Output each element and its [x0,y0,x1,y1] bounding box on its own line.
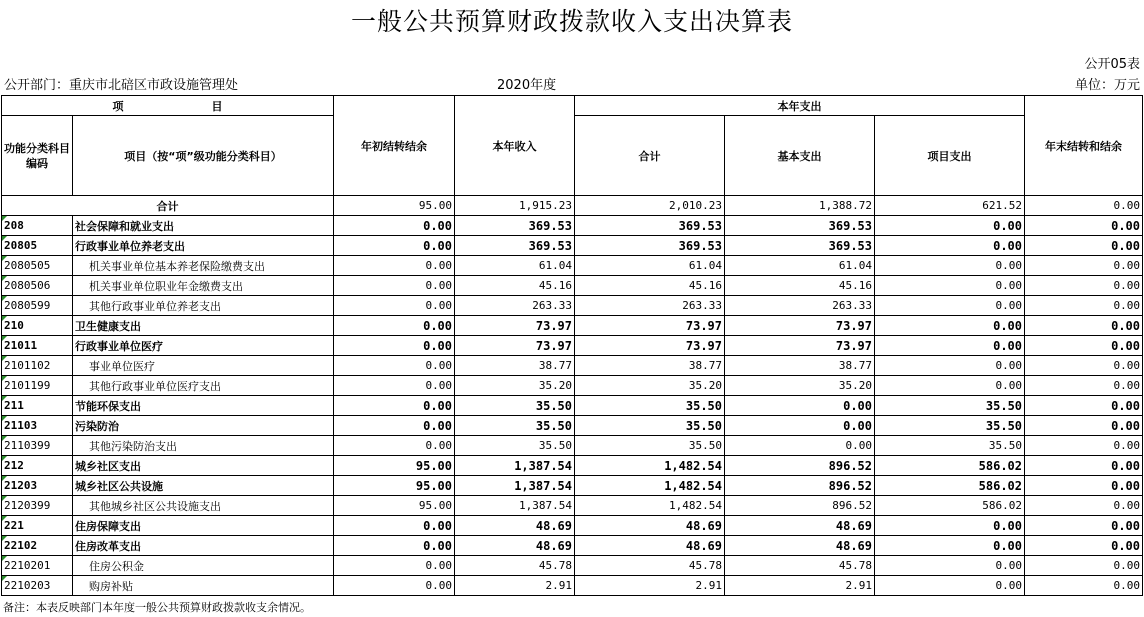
row-name: 住房改革支出 [73,536,334,556]
row-project: 0.00 [875,216,1025,236]
total-project: 621.52 [875,196,1025,216]
row-income: 35.50 [455,436,575,456]
table-row [2,536,1143,556]
table-row [2,296,1143,316]
row-begin: 0.00 [334,256,455,276]
row-begin: 0.00 [334,236,455,256]
row-begin: 0.00 [334,556,455,576]
row-name: 城乡社区公共设施 [73,476,334,496]
row-income: 61.04 [455,256,575,276]
row-total: 263.33 [575,296,725,316]
row-basic: 896.52 [725,476,875,496]
table-row [2,316,1143,336]
row-income: 369.53 [455,216,575,236]
row-income: 45.16 [455,276,575,296]
total-basic: 1,388.72 [725,196,875,216]
row-name: 行政事业单位医疗 [73,336,334,356]
row-code: 2120399 [2,496,73,516]
row-name: 其他污染防治支出 [73,436,334,456]
row-end: 0.00 [1025,576,1143,596]
row-total: 61.04 [575,256,725,276]
row-end: 0.00 [1025,296,1143,316]
department-label: 公开部门：重庆市北碚区市政设施管理处 [4,78,239,93]
row-begin: 95.00 [334,496,455,516]
row-end: 0.00 [1025,236,1143,256]
total-expense: 2,010.23 [575,196,725,216]
row-code: 2080599 [2,296,73,316]
row-basic: 0.00 [725,416,875,436]
table-row [2,456,1143,476]
row-income: 1,387.54 [455,496,575,516]
row-begin: 0.00 [334,396,455,416]
row-end: 0.00 [1025,516,1143,536]
row-name: 其他行政事业单位养老支出 [73,296,334,316]
row-code: 22102 [2,536,73,556]
row-end: 0.00 [1025,436,1143,456]
row-code: 2080505 [2,256,73,276]
row-name: 社会保障和就业支出 [73,216,334,236]
total-end: 0.00 [1025,196,1143,216]
header-expense-group: 本年支出 [575,96,1025,116]
row-code: 212 [2,456,73,476]
row-end: 0.00 [1025,476,1143,496]
row-begin: 0.00 [334,296,455,316]
row-name: 机关事业单位基本养老保险缴费支出 [73,256,334,276]
row-begin: 0.00 [334,516,455,536]
row-total: 369.53 [575,216,725,236]
row-basic: 263.33 [725,296,875,316]
row-income: 1,387.54 [455,456,575,476]
row-project: 586.02 [875,456,1025,476]
row-end: 0.00 [1025,396,1143,416]
header-income: 本年收入 [455,96,575,196]
row-basic: 2.91 [725,576,875,596]
row-income: 35.50 [455,416,575,436]
row-total: 369.53 [575,236,725,256]
row-begin: 95.00 [334,476,455,496]
row-code: 20805 [2,236,73,256]
header-end-balance: 年末结转和结余 [1025,96,1143,196]
row-total: 1,482.54 [575,496,725,516]
row-project: 0.00 [875,556,1025,576]
row-end: 0.00 [1025,496,1143,516]
row-project: 0.00 [875,576,1025,596]
row-project: 0.00 [875,256,1025,276]
header-begin-balance: 年初结转结余 [334,96,455,196]
row-total: 48.69 [575,536,725,556]
table-row [2,476,1143,496]
row-code: 21203 [2,476,73,496]
row-project: 0.00 [875,336,1025,356]
row-total: 45.16 [575,276,725,296]
form-number: 公开05表 [1084,57,1140,72]
row-begin: 0.00 [334,376,455,396]
row-begin: 0.00 [334,316,455,336]
row-total: 35.20 [575,376,725,396]
row-name: 机关事业单位职业年金缴费支出 [73,276,334,296]
unit-label: 单位：万元 [1074,78,1140,93]
total-begin: 95.00 [334,196,455,216]
row-code: 2101199 [2,376,73,396]
row-code: 2210203 [2,576,73,596]
row-project: 0.00 [875,356,1025,376]
table-row [2,496,1143,516]
row-begin: 0.00 [334,576,455,596]
row-income: 48.69 [455,516,575,536]
row-begin: 0.00 [334,216,455,236]
row-end: 0.00 [1025,276,1143,296]
table-row [2,276,1143,296]
row-end: 0.00 [1025,336,1143,356]
row-project: 35.50 [875,436,1025,456]
row-code: 2110399 [2,436,73,456]
row-name: 其他行政事业单位医疗支出 [73,376,334,396]
table-row [2,216,1143,236]
row-income: 38.77 [455,356,575,376]
row-project: 0.00 [875,376,1025,396]
table-row [2,336,1143,356]
row-name: 购房补贴 [73,576,334,596]
row-basic: 45.16 [725,276,875,296]
row-income: 1,387.54 [455,476,575,496]
footnote: 备注：本表反映部门本年度一般公共预算财政拨款收支余情况。 [3,601,311,614]
row-project: 35.50 [875,416,1025,436]
row-name: 污染防治 [73,416,334,436]
row-project: 0.00 [875,276,1025,296]
row-begin: 0.00 [334,416,455,436]
row-name: 住房公积金 [73,556,334,576]
row-income: 73.97 [455,336,575,356]
row-income: 2.91 [455,576,575,596]
row-code: 21011 [2,336,73,356]
row-basic: 0.00 [725,436,875,456]
row-total: 1,482.54 [575,456,725,476]
row-basic: 369.53 [725,236,875,256]
header-total: 合计 [575,116,725,196]
row-basic: 369.53 [725,216,875,236]
row-begin: 95.00 [334,456,455,476]
row-project: 0.00 [875,516,1025,536]
row-total: 73.97 [575,316,725,336]
row-income: 73.97 [455,316,575,336]
row-total: 45.78 [575,556,725,576]
header-basic: 基本支出 [725,116,875,196]
header-code: 功能分类科目编码 [2,116,73,196]
total-label: 合计 [2,196,334,216]
row-name: 住房保障支出 [73,516,334,536]
row-basic: 0.00 [725,396,875,416]
row-project: 0.00 [875,536,1025,556]
budget-table [1,95,1143,596]
table-row [2,576,1143,596]
row-end: 0.00 [1025,556,1143,576]
row-income: 35.50 [455,396,575,416]
row-basic: 48.69 [725,536,875,556]
table-row [2,376,1143,396]
table-row [2,416,1143,436]
row-basic: 73.97 [725,316,875,336]
row-end: 0.00 [1025,356,1143,376]
row-code: 2210201 [2,556,73,576]
table-row [2,396,1143,416]
row-project: 586.02 [875,496,1025,516]
row-code: 221 [2,516,73,536]
row-project: 0.00 [875,296,1025,316]
row-income: 48.69 [455,536,575,556]
row-name: 节能环保支出 [73,396,334,416]
row-income: 369.53 [455,236,575,256]
row-end: 0.00 [1025,376,1143,396]
row-code: 211 [2,396,73,416]
row-begin: 0.00 [334,436,455,456]
row-end: 0.00 [1025,256,1143,276]
header-project: 项 目 [2,96,334,116]
row-basic: 896.52 [725,496,875,516]
row-total: 48.69 [575,516,725,536]
header-name: 项目（按“项”级功能分类科目） [73,116,334,196]
row-income: 263.33 [455,296,575,316]
row-project: 586.02 [875,476,1025,496]
row-project: 0.00 [875,236,1025,256]
row-total: 35.50 [575,416,725,436]
row-project: 0.00 [875,316,1025,336]
row-project: 35.50 [875,396,1025,416]
row-income: 35.20 [455,376,575,396]
row-end: 0.00 [1025,316,1143,336]
row-total: 2.91 [575,576,725,596]
row-name: 城乡社区支出 [73,456,334,476]
table-row [2,256,1143,276]
row-code: 210 [2,316,73,336]
row-basic: 61.04 [725,256,875,276]
row-basic: 896.52 [725,456,875,476]
row-code: 21103 [2,416,73,436]
table-row [2,556,1143,576]
row-income: 45.78 [455,556,575,576]
row-name: 事业单位医疗 [73,356,334,376]
row-code: 2101102 [2,356,73,376]
row-begin: 0.00 [334,536,455,556]
row-total: 35.50 [575,396,725,416]
total-row [2,196,1143,216]
row-name: 行政事业单位养老支出 [73,236,334,256]
page-title: 一般公共预算财政拨款收入支出决算表 [350,7,793,36]
row-begin: 0.00 [334,356,455,376]
fiscal-year: 2020年度 [497,78,557,93]
row-begin: 0.00 [334,276,455,296]
table-row [2,516,1143,536]
row-basic: 35.20 [725,376,875,396]
header-project-expense: 项目支出 [875,116,1025,196]
row-basic: 45.78 [725,556,875,576]
row-begin: 0.00 [334,336,455,356]
row-basic: 48.69 [725,516,875,536]
row-total: 1,482.54 [575,476,725,496]
row-end: 0.00 [1025,216,1143,236]
row-code: 2080506 [2,276,73,296]
row-code: 208 [2,216,73,236]
row-basic: 38.77 [725,356,875,376]
table-row [2,356,1143,376]
row-basic: 73.97 [725,336,875,356]
row-end: 0.00 [1025,416,1143,436]
row-total: 35.50 [575,436,725,456]
table-row [2,236,1143,256]
row-total: 38.77 [575,356,725,376]
row-name: 其他城乡社区公共设施支出 [73,496,334,516]
row-name: 卫生健康支出 [73,316,334,336]
total-income: 1,915.23 [455,196,575,216]
row-end: 0.00 [1025,456,1143,476]
row-end: 0.00 [1025,536,1143,556]
row-total: 73.97 [575,336,725,356]
table-row [2,436,1143,456]
